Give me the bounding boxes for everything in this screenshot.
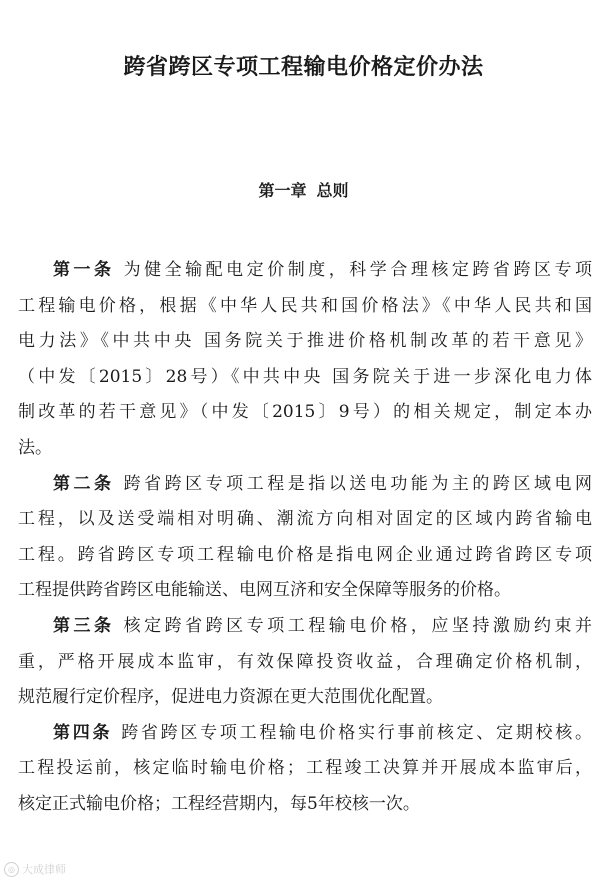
article-text: 为健全输配电定价制度，科学合理核定跨省跨区专项 — [123, 260, 593, 280]
article-4-line-2: 工程投运前，核定临时输电价格；工程竣工决算并开展成本监审后， — [18, 758, 592, 779]
article-2-line-1 — [18, 467, 592, 503]
article-text: 核定跨省跨区专项工程输电价格，应坚持激励约束并 — [123, 615, 593, 636]
watermark — [4, 861, 66, 877]
article-4-line-3: 核定正式输电价格；工程经营期内，每5年校核一次。 — [18, 793, 420, 814]
article-label: 第一条 — [53, 260, 115, 280]
weibo-icon: ◎ — [4, 862, 19, 877]
chapter-heading — [0, 178, 607, 201]
article-2-line-4: 工程提供跨省跨区电能输送、电网互济和安全保障等服务的价格。 — [18, 580, 511, 601]
article-2-line-3: 工程。跨省跨区专项工程输电价格是指电网企业通过跨省跨区专项 — [18, 544, 592, 565]
document-title: 跨省跨区专项工程输电价格定价办法 — [123, 55, 484, 80]
chapter-name: 总则 — [316, 181, 349, 200]
article-1-line-6: 法。 — [18, 437, 52, 458]
article-1-line-3: 电力法》《中共中央 国务院关于推进价格机制改革的若干意见》 — [18, 331, 592, 352]
article-label: 第三条 — [53, 615, 115, 636]
article-1-line-5: 制改革的若干意见》（中发〔2015〕9号）的相关规定，制定本办 — [18, 402, 592, 423]
document-body — [18, 253, 592, 823]
article-3-line-2: 重，严格开展成本监审，有效保障投资收益，合理确定价格机制， — [18, 651, 592, 672]
article-3-line-3: 规范履行定价程序，促进电力资源在更大范围优化配置。 — [18, 687, 443, 708]
article-text: 跨省跨区专项工程输电价格实行事前核定、定期校核。 — [121, 722, 593, 743]
article-label: 第二条 — [53, 473, 115, 494]
article-1-line-1 — [18, 253, 592, 289]
chapter-number: 第一章 — [258, 181, 307, 200]
article-2-line-2: 工程，以及送受端相对明确、潮流方向相对固定的区域内跨省输电 — [18, 509, 592, 530]
article-3-line-1 — [18, 609, 592, 645]
article-1-line-4: （中发〔2015〕28号）《中共中央 国务院关于进一步深化电力体 — [18, 366, 592, 387]
article-1-line-2: 工程输电价格，根据《中华人民共和国价格法》《中华人民共和国 — [18, 295, 592, 316]
watermark-text: 大成律师 — [22, 863, 66, 876]
article-4-line-1 — [18, 716, 592, 752]
article-label: 第四条 — [53, 722, 113, 743]
article-text: 跨省跨区专项工程是指以送电功能为主的跨区域电网 — [123, 473, 593, 494]
